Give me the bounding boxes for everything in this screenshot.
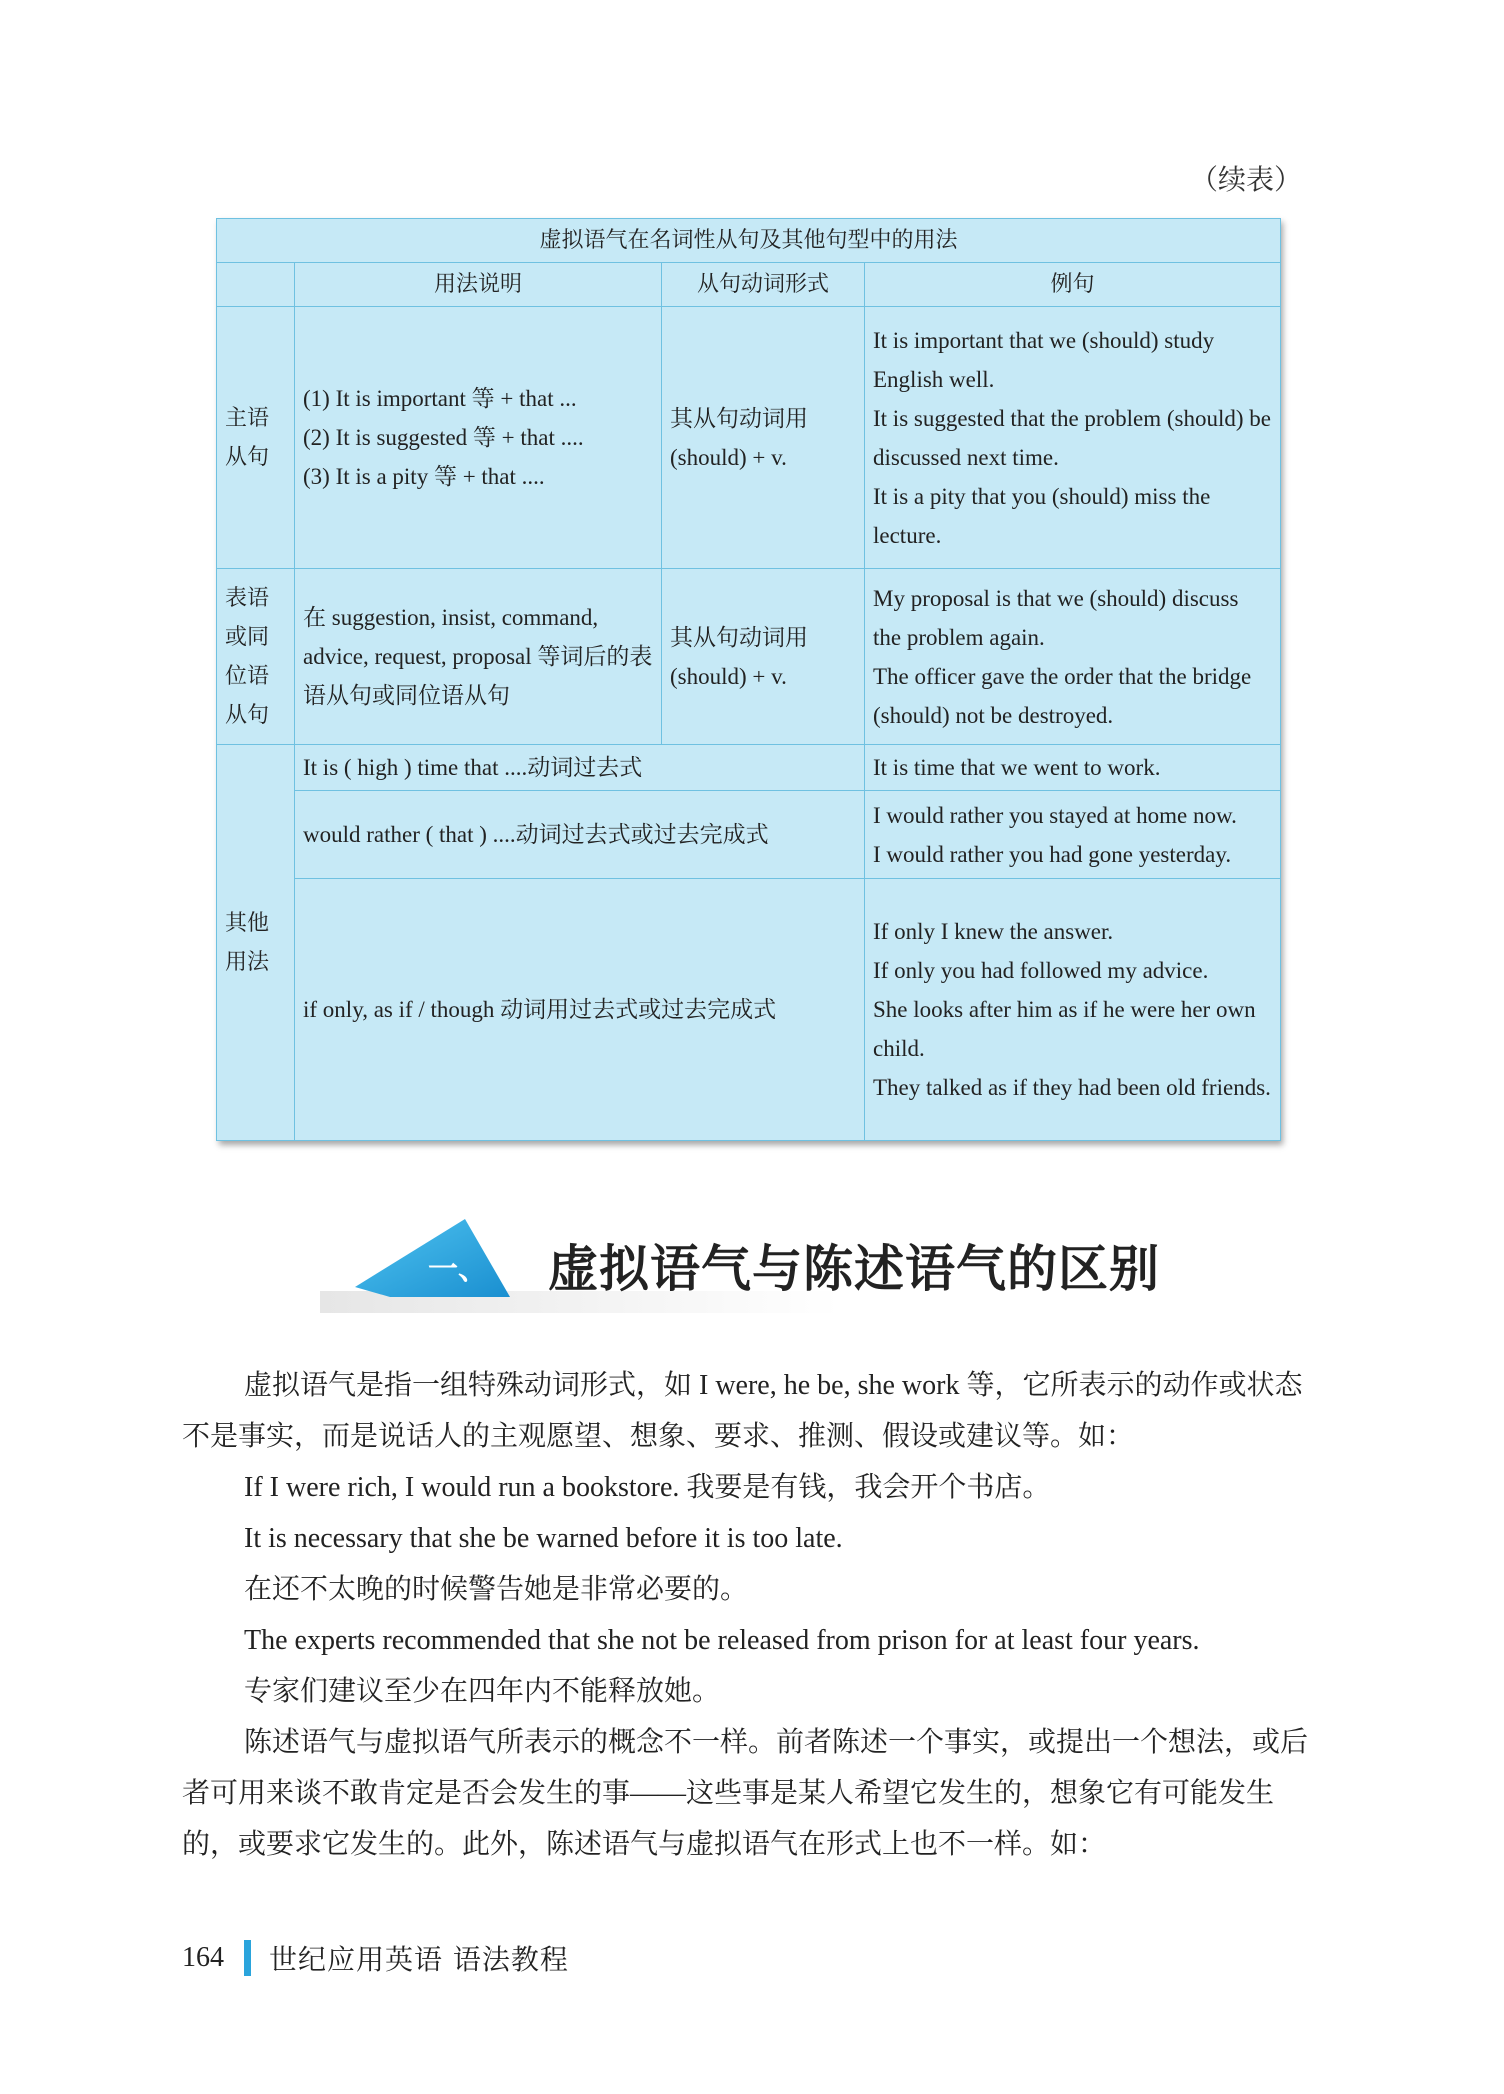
header-example: 例句 [865, 263, 1281, 307]
example-sentence: It is suggested that the problem (should) be discussed next time. [873, 405, 1271, 470]
example-sentence: It is a pity that you (should) miss the lecture. [873, 483, 1211, 548]
example-sentence: If only you had followed my advice. [873, 958, 1209, 983]
page-number: 164 [182, 1942, 224, 1973]
example-sentence: I would rather you had gone yesterday. [873, 841, 1232, 867]
example-sentence: If only I knew the answer. [873, 919, 1114, 944]
header-usage: 用法说明 [295, 263, 662, 307]
book-title: 世纪应用英语 语法教程 [269, 1943, 569, 1976]
grammar-table [216, 218, 1280, 1141]
section-number: 一、 [428, 1252, 488, 1287]
paragraph: The experts recommended that she not be released from prison for at least four years. [244, 1625, 1200, 1656]
section-number-badge [350, 1217, 550, 1317]
other-usage: It is ( high ) time that ....动词过去式 [295, 745, 865, 791]
subject-usage [295, 307, 662, 569]
paragraph: 虚拟语气是指一组特殊动词形式，如 I were, he be, she work 等，它所表示的动作或状态不是事实，而是说话人的主观愿望、想象、要求、推测、假设或建议等。如： [182, 1370, 1303, 1452]
other-examples [865, 745, 1281, 791]
footer-divider [244, 1940, 251, 1976]
other-usage: would rather ( that ) ....动词过去式或过去完成式 [295, 791, 865, 879]
paragraph: It is necessary that she be warned before it is too late. [244, 1523, 843, 1554]
predicative-examples [865, 569, 1281, 745]
subject-usage-line: (1) It is important 等 + that ... [303, 386, 577, 411]
paragraph: 专家们建议至少在四年内不能释放她。 [244, 1676, 721, 1707]
subject-examples [865, 307, 1281, 569]
example-sentence: My proposal is that we (should) discuss the problem again. [873, 585, 1239, 650]
header-verb-form: 从句动词形式 [662, 263, 865, 307]
paragraph: 在还不太晚的时候警告她是非常必要的。 [244, 1574, 749, 1605]
other-usage: if only, as if / though 动词用过去式或过去完成式 [295, 879, 865, 1141]
subject-verb-form: 其从句动词用 (should) + v. [662, 307, 865, 569]
subject-usage-line: (2) It is suggested 等 + that .... [303, 425, 584, 450]
example-sentence: I would rather you stayed at home now. [873, 802, 1237, 828]
paragraph: 陈述语气与虚拟语气所表示的概念不一样。前者陈述一个事实，或提出一个想法，或后者可用来谈不敢肯定是否会发生的事——这些事是某人希望它发生的，想象它有可能发生的，或要求它发生的。此外，陈述语气与虚拟语气在形式上也不一样。如： [182, 1727, 1309, 1860]
continued-label: （续表） [1190, 163, 1303, 196]
subject-usage-line: (3) It is a pity 等 + that .... [303, 464, 545, 489]
page-footer [182, 1938, 569, 1978]
row-label-other-usage: 其他用法 [217, 745, 295, 1141]
example-sentence: It is time that we went to work. [873, 755, 1161, 780]
example-sentence: They talked as if they had been old friends. [873, 1075, 1271, 1100]
example-sentence: The officer gave the order that the bridge (should) not be destroyed. [873, 663, 1252, 728]
section-title: 虚拟语气与陈述语气的区别 [548, 1240, 1160, 1298]
body-text [182, 1360, 1322, 1870]
other-examples [865, 879, 1281, 1141]
predicative-usage: 在 suggestion, insist, command, advice, request, proposal 等词后的表语从句或同位语从句 [295, 569, 662, 745]
row-label-predicative-clause: 表语或同位语从句 [217, 569, 295, 745]
example-sentence: She looks after him as if he were her own child. [873, 997, 1256, 1061]
paragraph: If I were rich, I would run a bookstore. 我要是有钱，我会开个书店。 [244, 1472, 1051, 1503]
row-label-subject-clause: 主语从句 [217, 307, 295, 569]
section-banner [320, 1215, 1220, 1325]
header-empty [217, 263, 295, 307]
predicative-verb-form: 其从句动词用 (should) + v. [662, 569, 865, 745]
other-examples [865, 791, 1281, 879]
example-sentence: It is important that we (should) study English well. [873, 327, 1215, 392]
table-title: 虚拟语气在名词性从句及其他句型中的用法 [217, 219, 1281, 263]
